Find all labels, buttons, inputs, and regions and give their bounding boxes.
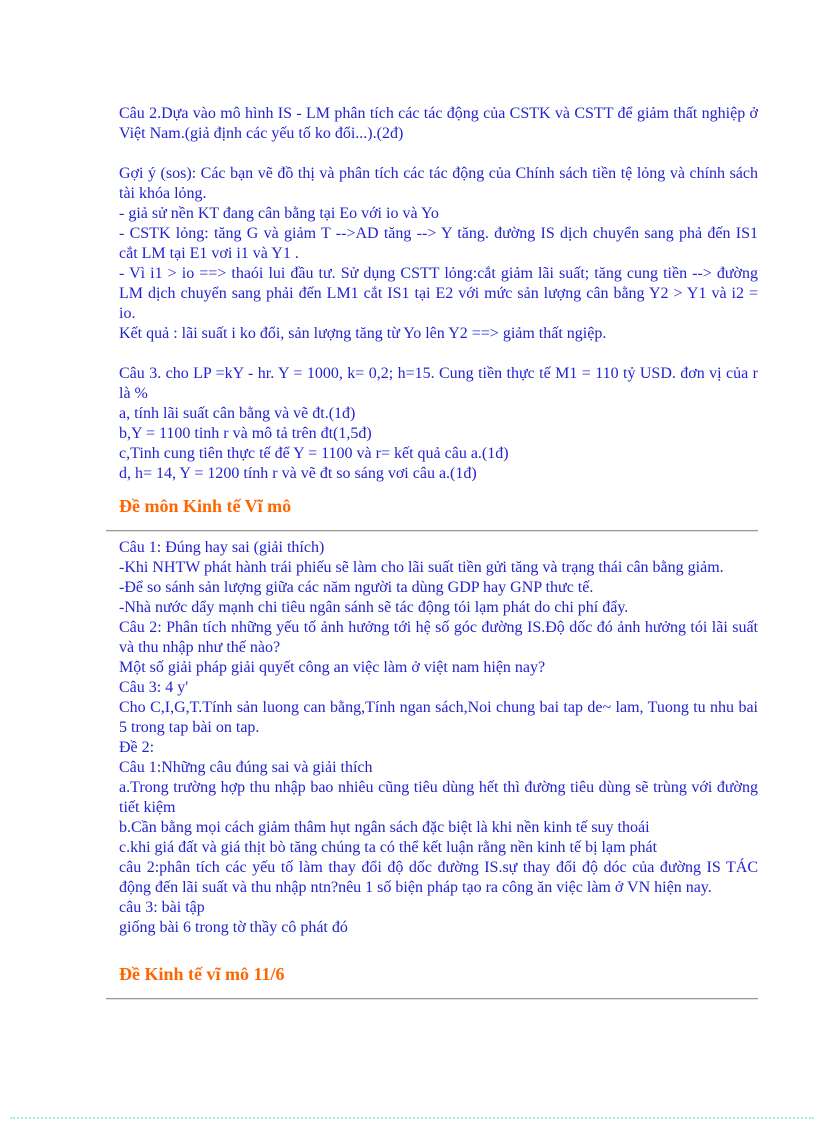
text-line: Việt Nam.(giả định các yếu tố ko đổi...).(2đ) — [119, 125, 404, 142]
section-heading-de-mon-kinh-te-vi-mo: Đề môn Kinh tế Vĩ mô — [119, 496, 292, 516]
text-line: c,Tinh cung tiên thực tế để Y = 1100 và r= kết quả câu a.(1đ) — [119, 445, 509, 462]
text-line: Câu 2: Phân tích những yếu tố ảnh hưởng tới hệ số góc đường IS.Độ dốc đó ảnh hưởng tói lãi suất — [119, 619, 758, 636]
text-line: câu 2:phân tích các yếu tố làm thay đổi độ dốc đường IS.sự thay đổi độ dóc của đường IS TÁC — [119, 859, 758, 876]
text-line: -Khi NHTW phát hành trái phiếu sẽ làm cho lãi suất tiền gửi tăng và trạng thái cân bằng giảm. — [119, 559, 724, 576]
text-line: -Nhà nước dẩy mạnh chi tiêu ngân sánh sẽ tác động tói lạm phát do chi phí đẩy. — [119, 599, 629, 616]
text-line: giống bài 6 trong tờ thầy cô phát đó — [119, 919, 348, 936]
footer-dotted-divider — [10, 1117, 814, 1119]
text-line: Một số giải pháp giải quyết công an việc làm ở việt nam hiện nay? — [119, 659, 546, 676]
text-line: Câu 2.Dựa vào mô hình IS - LM phân tích các tác động của CSTK và CSTT để giảm thất nghiệp ở — [119, 105, 758, 122]
text-line: là % — [119, 385, 148, 402]
document-body — [106, 104, 758, 1006]
text-line: -Để so sánh sản lượng giữa các năm người ta dùng GDP hay GNP thưc tế. — [119, 579, 594, 596]
text-line: Câu 3: 4 y' — [119, 679, 189, 696]
text-line: cắt LM tại E1 vơi i1 và Y1 . — [119, 245, 299, 262]
text-line: Cho C,I,G,T.Tính sản luong can bằng,Tính ngan sách,Noi chung bai tap de~ lam, Tuong tu nhu bai — [119, 699, 758, 716]
text-line: tài khóa lỏng. — [119, 185, 207, 202]
blank-line — [106, 144, 758, 164]
text-line: Kết quả : lãi suất i ko đổi, sản lượng tăng từ Yo lên Y2 ==> giảm thất ngiệp. — [119, 325, 607, 342]
text-line: LM dịch chuyển sang phải đến LM1 cắt IS1 tại E2 với mức sản lượng cân bằng Y2 > Y1 và i2 = — [119, 285, 758, 302]
text-line: Câu 1:Những câu đúng sai và giải thích — [119, 759, 373, 776]
text-line: - CSTK lỏng: tăng G và giảm T -->AD tăng --> Y tăng. đường IS dịch chuyển sang phả đến IS1 — [119, 225, 758, 242]
paragraph-de-1-2 — [106, 538, 758, 938]
text-line: Câu 1: Đúng hay sai (giải thích) — [119, 539, 325, 556]
text-line: a, tính lãi suất cân bằng và vẽ đt.(1đ) — [119, 405, 356, 422]
text-line: động đến lãi suất và thu nhập ntn?nêu 1 số biện pháp tạo ra công ăn việc làm ở VN hiện nay. — [119, 879, 712, 896]
text-line: Gợi ý (sos): Các bạn vẽ đồ thị và phân tích các tác động của Chính sách tiền tệ lỏng và chính sách — [119, 165, 758, 182]
text-line: c.khi giá đất và giá thịt bò tăng chúng ta có thể kết luận rằng nền kinh tế bị lạm phát — [119, 839, 658, 856]
text-line: b,Y = 1100 tinh r và mô tả trên đt(1,5đ) — [119, 425, 372, 442]
text-line: và thu nhập như thế nào? — [119, 639, 281, 656]
text-line: d, h= 14, Y = 1200 tính r và vẽ đt so sáng vơi câu a.(1đ) — [119, 465, 477, 482]
text-line: tiết kiệm — [119, 799, 176, 816]
horizontal-divider — [106, 998, 758, 1000]
paragraph-cau3 — [106, 364, 758, 484]
section-heading-de-kinh-te-vi-mo-11-6: Đề Kinh tế vĩ mô 11/6 — [119, 964, 285, 984]
paragraph-cau2 — [106, 104, 758, 144]
text-line: a.Trong trường hợp thu nhập bao nhiêu cũng tiêu dùng hết thì đường tiêu dùng sẽ trùng với đường — [119, 779, 758, 796]
text-line: b.Cần bằng mọi cách giảm thâm hụt ngân sách đặc biệt là khi nền kinh tế suy thoái — [119, 819, 650, 836]
text-line: câu 3: bài tập — [119, 899, 205, 916]
text-line: - giả sử nền KT đang cân bằng tại Eo với io và Yo — [119, 205, 439, 222]
text-line: Câu 3. cho LP =kY - hr. Y = 1000, k= 0,2; h=15. Cung tiền thực tế M1 = 110 tỷ USD. đơn vị của r — [119, 365, 758, 382]
text-line: - Vì i1 > io ==> thaói lui đầu tư. Sử dụng CSTT lỏng:cắt giảm lãi suất; tăng cung tiền --> đường — [119, 265, 758, 282]
text-line: Đề 2: — [119, 739, 155, 756]
blank-line — [106, 344, 758, 364]
text-line: 5 trong tap bài on tap. — [119, 719, 260, 736]
text-line: io. — [119, 305, 136, 322]
paragraph-goi-y — [106, 164, 758, 344]
horizontal-divider — [106, 530, 758, 532]
